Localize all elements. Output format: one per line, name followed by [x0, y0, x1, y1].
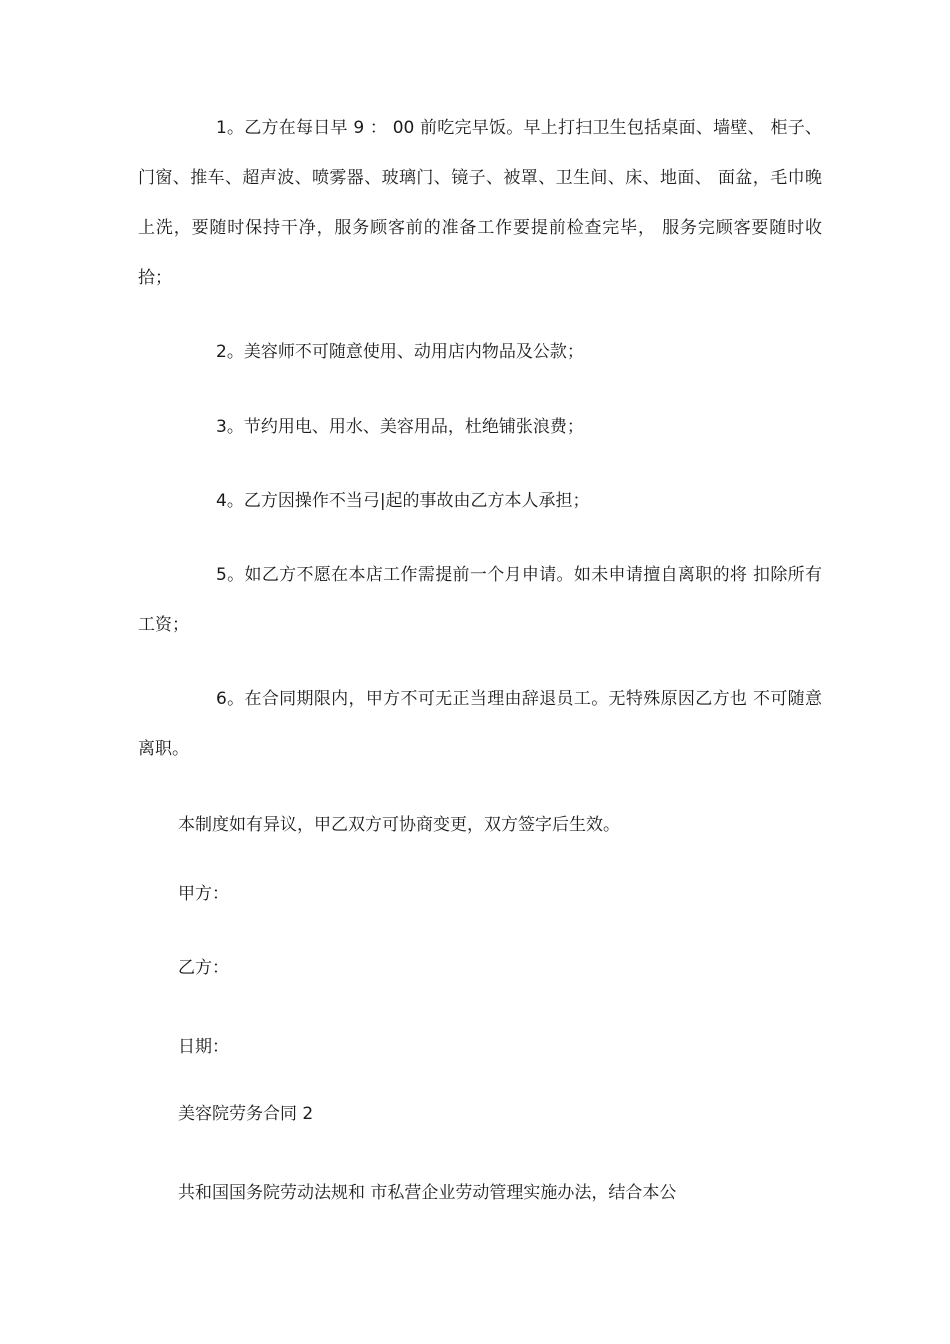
clause-6: 6。在合同期限内，甲方不可无正当理由辞退员工。无特殊原因乙方也 不可随意离职。 [138, 689, 822, 759]
party-a-label: 甲方： [178, 884, 229, 904]
clause-5: 5。如乙方不愿在本店工作需提前一个月申请。如未申请擅自离职的将 扣除所有工资； [138, 565, 822, 635]
party-b-label: 乙方： [178, 958, 229, 978]
next-contract-title: 美容院劳务合同 2 [178, 1104, 314, 1124]
next-contract-intro: 共和国国务院劳动法规和 市私营企业劳动管理实施办法，结合本公 [178, 1183, 677, 1203]
closing-statement: 本制度如有异议，甲乙双方可协商变更，双方签字后生效。 [178, 815, 620, 835]
clause-2: 2。美容师不可随意使用、动用店内物品及公款； [216, 342, 584, 362]
clause-1: 1。乙方在每日早 9 ： 00 前吃完早饭。早上打扫卫生包括桌面、墙壁、 柜子、门窗、推车、超声波、喷雾器、玻璃门、镜子、被罩、卫生间、床、地面、 面盆，毛巾晚上洗，要随时保持干净，服务顾客前的准备工作要提前检查完毕， 服务完顾客要随时收拾； [138, 118, 822, 288]
clause-3: 3。节约用电、用水、美容用品，杜绝铺张浪费； [216, 417, 584, 437]
clause-4: 4。乙方因操作不当弓|起的事故由乙方本人承担； [216, 491, 590, 511]
date-label: 日期： [178, 1037, 229, 1057]
